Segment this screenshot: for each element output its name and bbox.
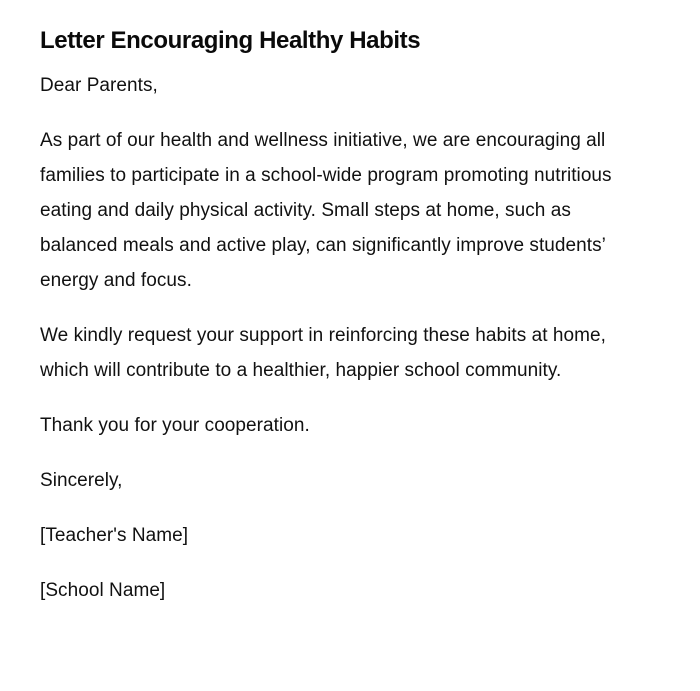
body-paragraph-1: As part of our health and wellness initiative, we are encouraging all families to participate in a school-wide program promoting nutritious eating and daily physical activity. Small steps at home, such as balanced meals and active play, can significantly improve students’ energy and focus. [40, 130, 612, 291]
signature-teacher-name: [Teacher's Name] [40, 525, 189, 546]
letter-title: Letter Encouraging Healthy Habits [40, 27, 421, 54]
thanks-line: Thank you for your cooperation. [40, 415, 310, 436]
letter-document [40, 22, 650, 608]
closing: Sincerely, [40, 470, 123, 491]
signature-school-name: [School Name] [40, 580, 166, 601]
salutation: Dear Parents, [40, 75, 158, 96]
body-paragraph-2: We kindly request your support in reinforcing these habits at home, which will contribute to a healthier, happier school community. [40, 325, 606, 381]
